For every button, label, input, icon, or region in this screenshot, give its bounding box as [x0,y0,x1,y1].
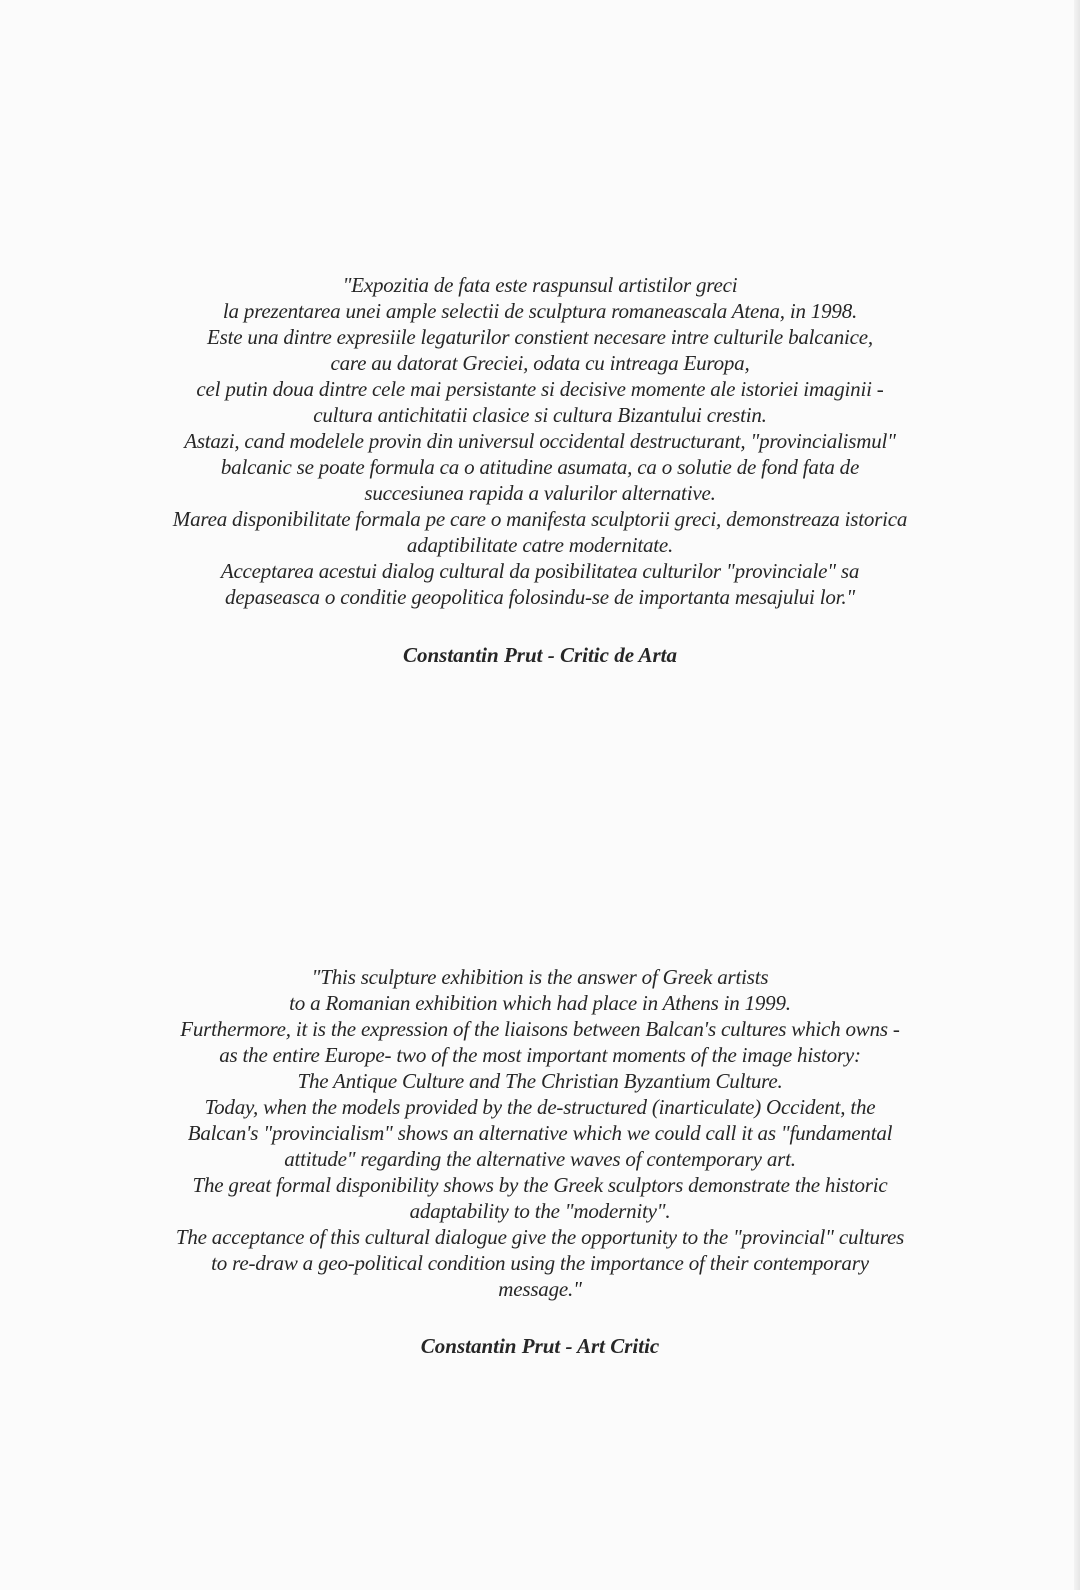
romanian-quote-line: cultura antichitatii clasice si cultura Bizantului crestin. [313,403,767,427]
romanian-quote-line: Este una dintre expresiile legaturilor constient necesare intre culturile balcanice, [207,325,873,349]
romanian-quote-line: Acceptarea acestui dialog cultural da posibilitatea culturilor "provinciale" sa [220,559,860,583]
romanian-quote-line: "Expozitia de fata este raspunsul artistilor greci [342,273,738,297]
romanian-quote-line: Astazi, cand modelele provin din universul occidental destructurant, "provincialismul" [184,429,896,453]
english-quote-line: to re-draw a geo-political condition using the importance of their contemporary [211,1251,869,1275]
romanian-signature: Constantin Prut - Critic de Arta [402,643,678,667]
english-quote [120,964,960,1302]
english-quote-line: message." [498,1277,582,1301]
english-quote-line: to a Romanian exhibition which had place in Athens in 1999. [289,991,791,1015]
romanian-quote-line: care au datorat Greciei, odata cu intreaga Europa, [330,351,750,375]
english-quote-line: Today, when the models provided by the de-structured (inarticulate) Occident, the [204,1095,876,1119]
english-quote-line: as the entire Europe- two of the most important moments of the image history: [219,1043,861,1067]
romanian-quote-line: Marea disponibilitate formala pe care o manifesta sculptorii greci, demonstreaza istorica [172,507,908,531]
english-quote-line: adaptability to the "modernity". [409,1199,671,1223]
romanian-quote-line: la prezentarea unei ample selectii de sculptura romaneascala Atena, in 1998. [222,299,858,323]
english-quote-line: Balcan's "provincialism" shows an alternative which we could call it as "fundamental [187,1121,893,1145]
english-quote-line: The Antique Culture and The Christian Byzantium Culture. [297,1069,783,1093]
romanian-quote-line: balcanic se poate formula ca o atitudine asumata, ca o solutie de fond fata de [220,455,860,479]
english-signature: Constantin Prut - Art Critic [420,1334,660,1358]
romanian-quote-line: depaseasca o conditie geopolitica folosindu-se de importanta mesajului lor." [225,585,855,609]
page-edge-shadow [1074,0,1080,1590]
english-quote-line: "This sculpture exhibition is the answer of Greek artists [311,965,769,989]
romanian-quote-line: succesiunea rapida a valurilor alternative. [364,481,716,505]
romanian-quote [120,272,960,610]
english-quote-line: Furthermore, it is the expression of the liaisons between Balcan's cultures which owns - [180,1017,900,1041]
english-quote-line: The great formal disponibility shows by the Greek sculptors demonstrate the historic [192,1173,888,1197]
romanian-quote-line: cel putin doua dintre cele mai persistante si decisive momente ale istoriei imaginii - [196,377,884,401]
english-quote-line: attitude" regarding the alternative waves of contemporary art. [284,1147,796,1171]
english-quote-line: The acceptance of this cultural dialogue give the opportunity to the "provincial" cultures [175,1225,905,1249]
romanian-quote-line: adaptibilitate catre modernitate. [406,533,674,557]
